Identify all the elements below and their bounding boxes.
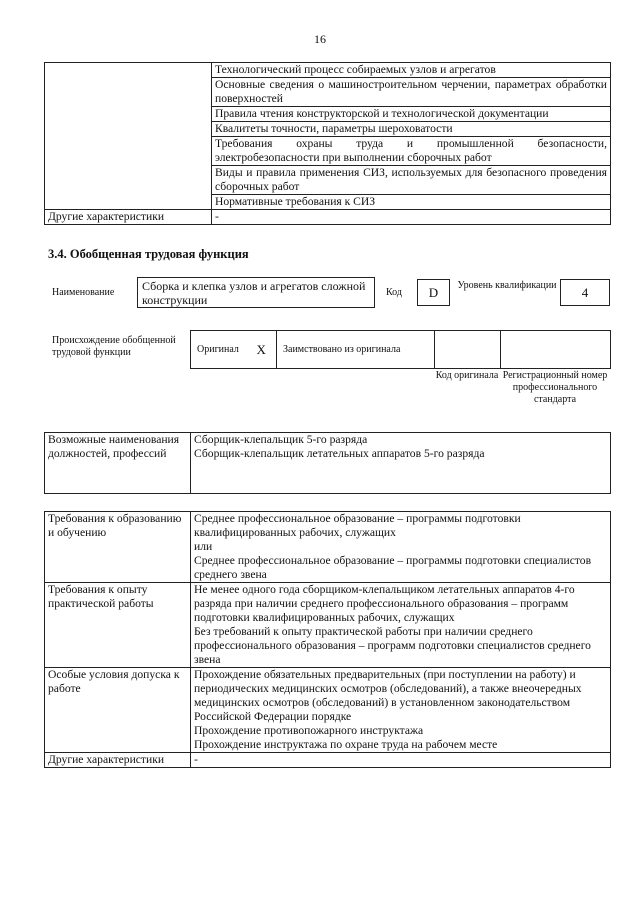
requirement-text: Не менее одного года сборщиком-клепальщиком летательных аппаратов 4-го разряда при наличии среднего профессионального образования – программ подготовки квалифицированных рабочих, служащих [194,583,575,624]
name-label: Наименование [52,287,115,298]
row-label: Возможные наименования должностей, профессий [45,433,191,494]
cell-value: Виды и правила применения СИЗ, используемых для безопасного проведения сборочных работ [212,166,611,195]
requirement-text: Без требований к опыту практической работы при наличии среднего профессионального образования – программ подготовки специалистов среднего звена [194,625,591,666]
code-label: Код [386,287,402,298]
origin-table [190,330,611,369]
level-label: Уровень квалификации [457,280,557,291]
requirement-text: Прохождение противопожарного инструктажа [194,724,424,737]
code-original-cell [435,331,501,369]
cell-value: - [191,753,611,768]
code-original-caption: Код оригинала [435,370,499,381]
original-mark: X [247,331,277,369]
origin-label: Происхождение обобщенной трудовой функции [52,335,176,358]
cell-value [191,668,611,753]
requirement-text: Среднее профессиональное образование – программы подготовки квалифицированных рабочих, служащих [194,512,521,539]
requirement-text: Прохождение инструктажа по охране труда на рабочем месте [194,738,498,751]
cell-value [191,512,611,583]
table-row [45,210,611,225]
section-heading: 3.4. Обобщенная трудовая функция [48,247,249,261]
table-row [45,668,611,753]
reg-number-caption: Регистрационный номер профессионального стандарта [502,370,608,405]
cell-value: Технологический процесс собираемых узлов и агрегатов [212,63,611,78]
row-label: Другие характеристики [45,210,212,225]
table-row [191,331,611,369]
code-value: D [417,279,450,306]
cell-value: Правила чтения конструкторской и технологической документации [212,107,611,122]
table-row [45,512,611,583]
table-row [45,753,611,768]
name-value: Сборка и клепка узлов и агрегатов сложной конструкции [137,277,375,308]
cell-value: Квалитеты точности, параметры шероховатости [212,122,611,137]
positions-table [44,432,611,494]
row-label: Требования к опыту практической работы [45,583,191,668]
row-label: Другие характеристики [45,753,191,768]
requirements-table [44,511,611,768]
cell-value: Требования охраны труда и промышленной безопасности, электробезопасности при выполнении сборочных работ [212,137,611,166]
requirement-text: Среднее профессиональное образование – программы подготовки специалистов среднего звена [194,554,592,581]
row-label: Требования к образованию и обучению [45,512,191,583]
row-label [45,63,212,210]
cell-value: Основные сведения о машиностроительном черчении, параметрах обработки поверхностей [212,78,611,107]
position-item: Сборщик-клепальщик 5-го разряда [194,433,368,446]
cell-value: Нормативные требования к СИЗ [212,195,611,210]
cell-value: - [212,210,611,225]
original-label: Оригинал [191,331,247,369]
table-row [45,433,611,494]
reg-number-cell [501,331,611,369]
table-row [45,63,611,78]
page-number: 16 [314,32,326,46]
requirement-text: Прохождение обязательных предварительных (при поступлении на работу) и периодических медицинских осмотров (обследований), а также внеочередных медицинских осмотров (обследований) в установленном законодательством Российской Федерации порядке [194,668,582,723]
table-row [45,583,611,668]
knowledge-table [44,62,611,225]
borrowed-label: Заимствовано из оригинала [277,331,435,369]
position-item: Сборщик-клепальщик летательных аппаратов 5-го разряда [194,447,485,460]
row-label: Особые условия допуска к работе [45,668,191,753]
cell-value [191,583,611,668]
requirement-text: или [194,540,213,553]
cell-value [191,433,611,494]
level-value: 4 [560,279,610,306]
